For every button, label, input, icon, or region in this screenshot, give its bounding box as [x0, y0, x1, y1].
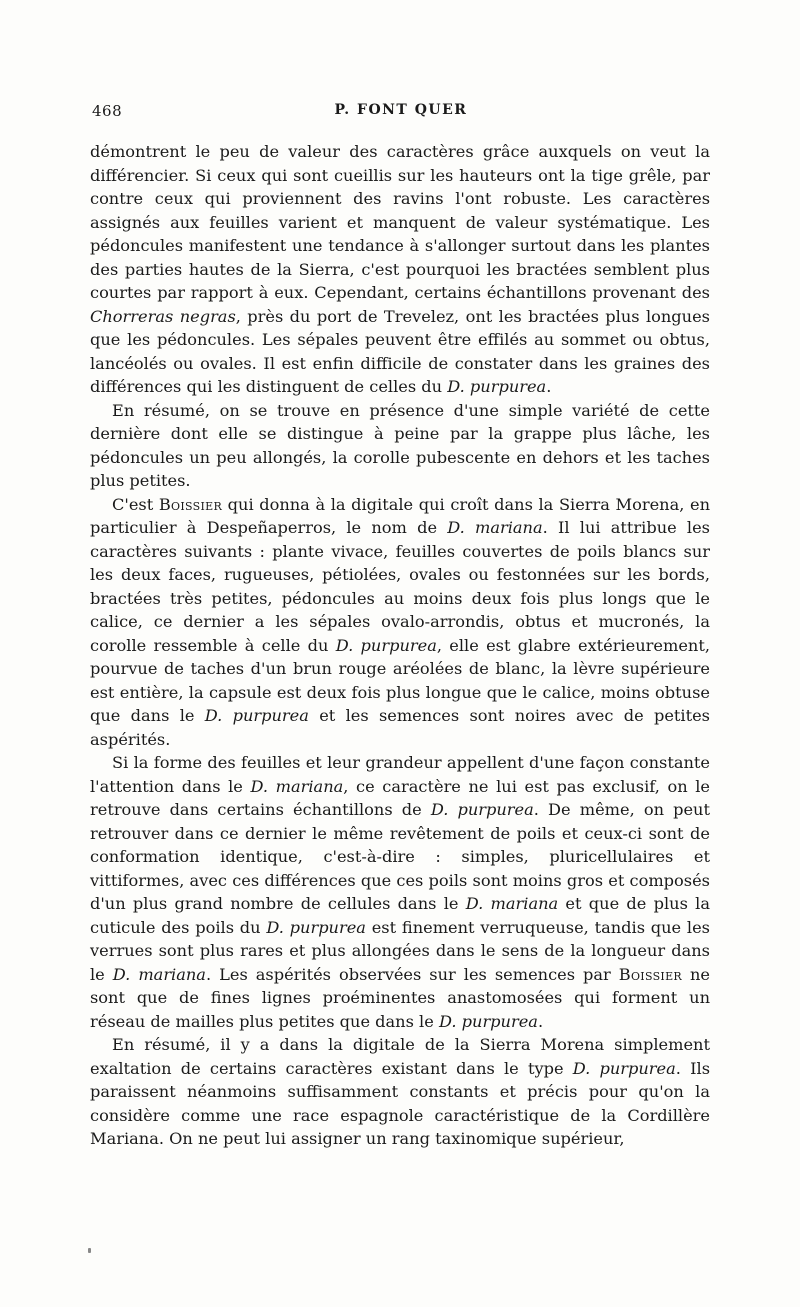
text-run: et que de plus la cuticule des poils du	[90, 894, 710, 937]
italic-taxon-name: Chorreras negras	[90, 306, 236, 326]
italic-taxon-name: D. purpurea	[572, 1058, 676, 1078]
scan-speck	[88, 1248, 91, 1253]
running-head: P. FONT QUER	[334, 102, 468, 118]
author-name: Boissier	[158, 494, 223, 514]
italic-taxon-name: D. purpurea	[204, 706, 309, 725]
italic-taxon-name: D. mariana	[447, 518, 543, 537]
page-header	[92, 102, 710, 124]
paragraph	[90, 140, 710, 399]
text-run: . Les aspérités observées sur les semences par	[205, 964, 619, 984]
author-name: Boissier	[618, 964, 682, 984]
text-run: .	[546, 377, 552, 396]
text-run: , ce caractère ne lui est pas exclusif, on le retrouve dans certains échantillons de	[90, 776, 710, 819]
text-run: et les semences sont noires avec de petites aspérités.	[90, 706, 710, 749]
italic-taxon-name: D. purpurea	[266, 917, 366, 937]
text-run: .	[537, 1011, 544, 1031]
italic-taxon-name: D. mariana	[465, 894, 559, 913]
paragraph	[90, 1033, 710, 1151]
italic-taxon-name: D. mariana	[250, 776, 344, 796]
italic-taxon-name: D. purpurea	[335, 635, 437, 655]
italic-taxon-name: D. mariana	[112, 964, 206, 984]
text-run: En résumé, on se trouve en présence d'une simple variété de cette dernière dont elle se distingue à peine par la grappe plus lâche, les pédoncules un peu allongés, la corolle pubescente en dehors et les taches plus petites.	[90, 400, 710, 490]
text-run: , elle est glabre extérieurement, pourvue de taches d'un brun rouge aréolées de blanc, la lèvre supérieure est entière, la capsule est deux fois plus longue que le calice, moins obtuse que dans le	[90, 635, 710, 725]
text-run: , près du port de Trevelez, ont les bractées plus longues que les pédoncules. Les sépales peuvent être effilés au sommet ou obtus, lancéolés ou ovales. Il est enfin difficile de constater dans les graines des différences qui les distinguent de celles du	[90, 306, 710, 396]
text-run: qui donna à la digitale qui croît dans la Sierra Morena, en particulier à Despeñaperros, le nom de	[90, 494, 710, 537]
text-run: démontrent le peu de valeur des caractères grâce auxquels on veut la différencier. Si ceux qui sont cueillis sur les hauteurs ont la tige grêle, par contre ceux qui proviennent des ravins l'ont robuste. Les caractères assignés aux feuilles varient et manquent de valeur systématique. Les pédoncules manifestent une tendance à s'allonger surtout dans les plantes des parties hautes de la Sierra, c'est pourquoi les bractées semblent plus courtes par rapport à eux. Cependant, certains échantillons provenant des	[90, 142, 710, 302]
text-run: En résumé, il y a dans la digitale de la Sierra Morena simplement exaltation de certains caractères existant dans le type	[90, 1035, 710, 1078]
text-run: . Il lui attribue les caractères suivants : plante vivace, feuilles couvertes de poils blancs sur les deux faces, rugueuses, pétiolées, ovales ou festonnées sur les bords, bractées très petites, pédoncules au moins deux fois plus longs que le calice, ce dernier a les sépales ovalo-arrondis, obtus et mucronés, la corolle ressemble à celle du	[90, 518, 710, 655]
text-run: . De même, on peut retrouver dans ce dernier le même revêtement de poils et ceux-ci sont de conformation identique, c'est-à-dire : simples, pluricellulaires et vittiformes, avec ces différences que ces poils sont moins gros et composés d'un plus grand nombre de cellules dans le	[90, 800, 710, 913]
text-run: ne sont que de fines lignes proéminentes anastomosées qui forment un réseau de mailles plus petites que dans le	[90, 964, 711, 1031]
text-run: est finement verruqueuse, tandis que les verrues sont plus rares et plus allongées dans le sens de la longueur dans le	[90, 917, 710, 984]
italic-taxon-name: D. purpurea	[430, 800, 534, 819]
body-text	[90, 140, 710, 1151]
italic-taxon-name: D. purpurea	[447, 377, 547, 396]
text-run: . Ils paraissent néanmoins suffisamment constants et précis pour qu'on la considère comme une race espagnole caractéristique de la Cordillère Mariana. On ne peut lui assigner un rang taxinomique supérieur,	[90, 1058, 710, 1148]
paragraph	[90, 751, 710, 1033]
italic-taxon-name: D. purpurea	[438, 1011, 538, 1031]
text-run: C'est	[112, 494, 159, 514]
page-number: 468	[92, 102, 123, 120]
text-run: Si la forme des feuilles et leur grandeur appellent d'une façon constante l'attention dans le	[90, 753, 710, 796]
paragraph	[90, 399, 710, 493]
paragraph	[90, 493, 710, 752]
